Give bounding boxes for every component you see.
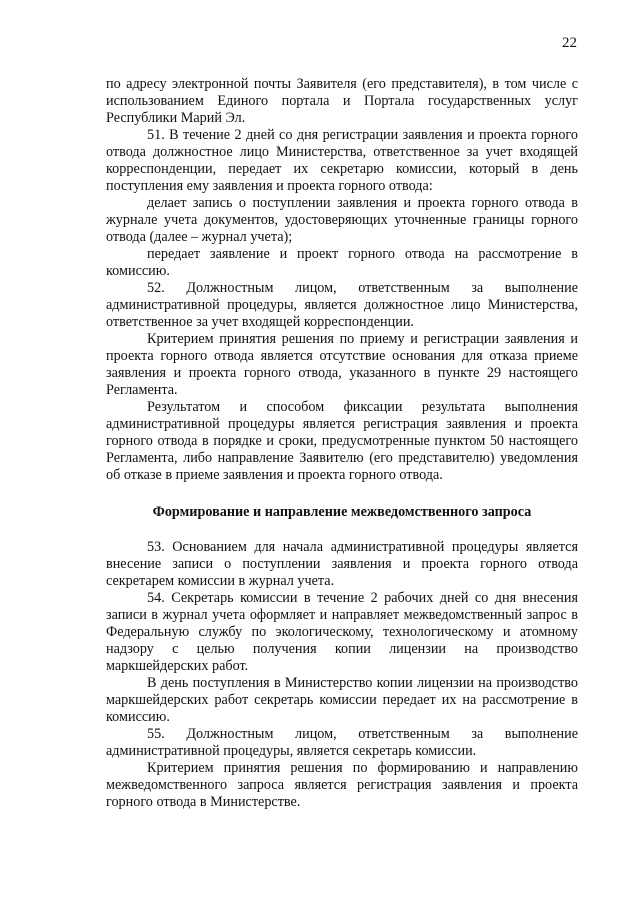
paragraph-55: 55. Должностным лицом, ответственным за выполнение административной процедуры, является секретарь комиссии. [106, 726, 578, 759]
paragraph-51: 51. В течение 2 дней со дня регистрации заявления и проекта горного отвода должностное лицо Министерства, ответственное за учет входящей корреспонденции, передает их секретарю комиссии, который в день поступления ему заявления и проекта горного отвода: [106, 127, 578, 194]
paragraph-52: 52. Должностным лицом, ответственным за выполнение административной процедуры, является должностное лицо Министерства, ответственное за учет входящей корреспонденции. [106, 280, 578, 330]
paragraph-54: 54. Секретарь комиссии в течение 2 рабочих дней со дня внесения записи в журнал учета оформляет и направляет межведомственный запрос в Федеральную службу по экологическому, технологическому и атомному надзору с целью получения копии лицензии на производство маркшейдерских работ. [106, 590, 578, 674]
section-1 [106, 76, 578, 484]
paragraph-55-criterion: Критерием принятия решения по формированию и направлению межведомственного запроса является регистрация заявления и проекта горного отвода в Министерстве. [106, 760, 578, 810]
paragraph-52-result: Результатом и способом фиксации результата выполнения административной процедуры является регистрация заявления и проекта горного отвода в порядке и сроки, предусмотренные пунктом 50 настоящего Регламента, либо направление Заявителю (его представителю) уведомления об отказе в приеме заявления и проекта горного отвода. [106, 399, 578, 483]
paragraph-52-criterion: Критерием принятия решения по приему и регистрации заявления и проекта горного отвода является отсутствие основания для отказа приеме заявления и проекта горного отвода, указанного в пункте 29 настоящего Регламента. [106, 331, 578, 398]
page-number: 22 [562, 35, 577, 51]
section-heading: Формирование и направление межведомственного запроса [152, 504, 532, 520]
paragraph-51-item-2: передает заявление и проект горного отвода на рассмотрение в комиссию. [106, 246, 578, 279]
paragraph-54-license: В день поступления в Министерство копии лицензии на производство маркшейдерских работ секретарь комиссии передает их на рассмотрение в комиссию. [106, 675, 578, 725]
paragraph-53: 53. Основанием для начала административной процедуры является внесение записи о поступлении заявления и проекта горного отвода секретарем комиссии в журнал учета. [106, 539, 578, 589]
section-2 [106, 539, 578, 811]
document-body [106, 76, 578, 811]
paragraph-51-item-1: делает запись о поступлении заявления и проекта горного отвода в журнале учета документов, удостоверяющих уточненные границы горного отвода (далее – журнал учета); [106, 195, 578, 245]
paragraph-continuation: по адресу электронной почты Заявителя (его представителя), в том числе с использованием Единого портала и Портала государственных услуг Республики Марий Эл. [106, 76, 578, 126]
